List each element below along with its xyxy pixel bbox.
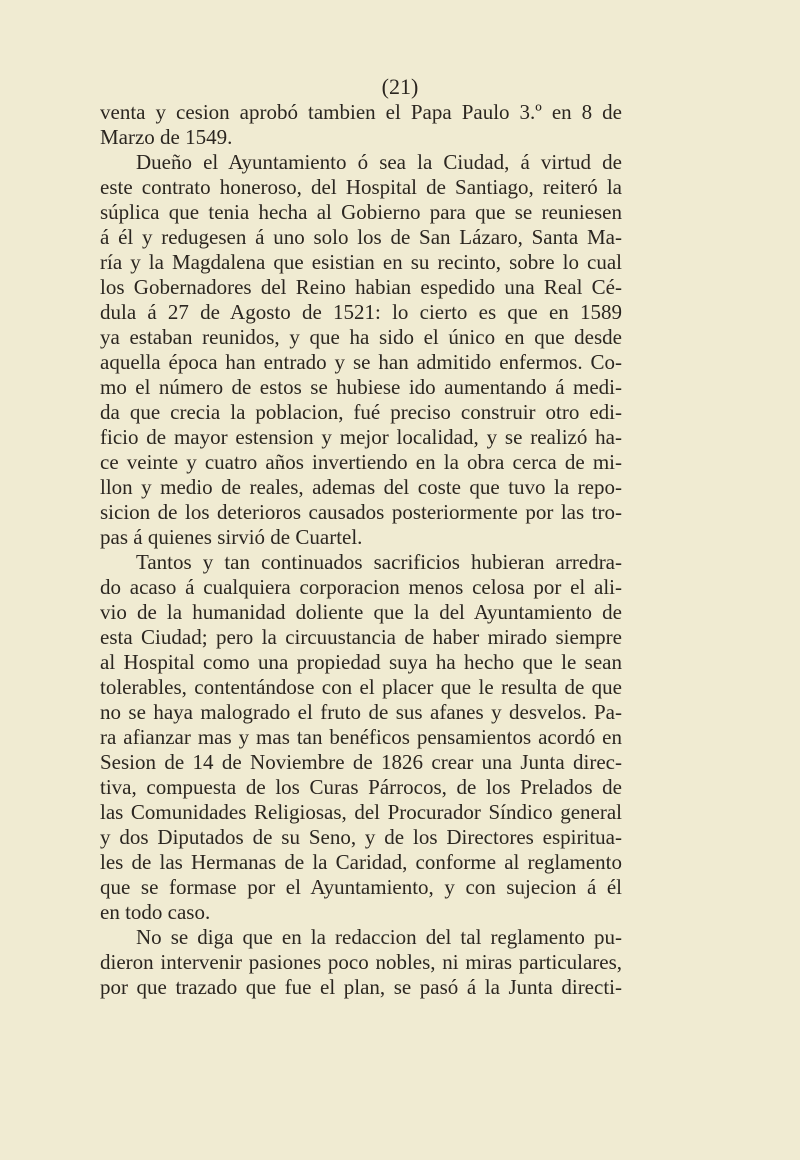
text-line: venta y cesion aprobó tambien el Papa Paulo 3.º en 8 de <box>100 100 622 124</box>
text-line: dieron intervenir pasiones poco nobles, ni miras particulares, <box>100 950 622 974</box>
text-line-row <box>100 375 622 400</box>
text-line: pas á quienes sirvió de Cuartel. <box>100 525 363 549</box>
text-line-row <box>100 150 622 175</box>
text-line: ra afianzar mas y mas tan benéficos pensamientos acordó en <box>100 725 622 749</box>
text-line: ya estaban reunidos, y que ha sido el único en que desde <box>100 325 622 349</box>
text-line-row <box>100 700 622 725</box>
text-line: por que trazado que fue el plan, se pasó á la Junta directi- <box>100 975 622 999</box>
text-line: tiva, compuesta de los Curas Párrocos, de los Prelados de <box>100 775 622 799</box>
text-line-row <box>100 925 622 950</box>
text-line-row <box>100 625 622 650</box>
text-line: llon y medio de reales, ademas del coste que tuvo la repo- <box>100 475 622 499</box>
text-line-row <box>100 350 622 375</box>
text-line: ce veinte y cuatro años invertiendo en la obra cerca de mi- <box>100 450 622 474</box>
text-line-row <box>100 950 622 975</box>
page-number: (21) <box>381 74 419 99</box>
text-line-row <box>100 100 622 125</box>
text-line-row <box>100 975 622 1000</box>
text-line: Marzo de 1549. <box>100 125 233 149</box>
text-line-row <box>100 425 622 450</box>
text-line: aquella época han entrado y se han admitido enfermos. Co- <box>100 350 622 374</box>
text-line: no se haya malogrado el fruto de sus afanes y desvelos. Pa- <box>100 700 622 724</box>
text-line: da que crecia la poblacion, fué preciso construir otro edi- <box>100 400 622 424</box>
body-text <box>100 100 622 1000</box>
text-line-row <box>100 175 622 200</box>
text-line-row <box>100 475 622 500</box>
text-line: do acaso á cualquiera corporacion menos celosa por el ali- <box>100 575 622 599</box>
text-line-row <box>100 525 622 550</box>
text-line-row <box>100 125 622 150</box>
text-line-row <box>100 875 622 900</box>
text-line-row <box>100 550 622 575</box>
text-line: mo el número de estos se hubiese ido aumentando á medi- <box>100 375 622 399</box>
text-line: las Comunidades Religiosas, del Procurador Síndico general <box>100 800 622 824</box>
text-line-row <box>100 400 622 425</box>
text-line: Dueño el Ayuntamiento ó sea la Ciudad, á virtud de <box>136 150 622 174</box>
text-line: ficio de mayor estension y mejor localidad, y se realizó ha- <box>100 425 622 449</box>
text-line: al Hospital como una propiedad suya ha hecho que le sean <box>100 650 622 674</box>
text-line: les de las Hermanas de la Caridad, conforme al reglamento <box>100 850 622 874</box>
text-line: No se diga que en la redaccion del tal reglamento pu- <box>136 925 622 949</box>
text-line: Tantos y tan continuados sacrificios hubieran arredra- <box>136 550 622 574</box>
text-line: á él y redugesen á uno solo los de San Lázaro, Santa Ma- <box>100 225 622 249</box>
text-line: súplica que tenia hecha al Gobierno para que se reuniesen <box>100 200 622 224</box>
text-line-row <box>100 825 622 850</box>
text-line: vio de la humanidad doliente que la del Ayuntamiento de <box>100 600 622 624</box>
text-line-row <box>100 450 622 475</box>
text-line-row <box>100 850 622 875</box>
text-line-row <box>100 325 622 350</box>
text-line: dula á 27 de Agosto de 1521: lo cierto es que en 1589 <box>100 300 622 324</box>
text-line: esta Ciudad; pero la circuustancia de haber mirado siempre <box>100 625 622 649</box>
text-line-row <box>100 750 622 775</box>
text-line-row <box>100 250 622 275</box>
text-line: y dos Diputados de su Seno, y de los Directores espiritua- <box>100 825 622 849</box>
text-line: que se formase por el Ayuntamiento, y con sujecion á él <box>100 875 622 899</box>
text-line-row <box>100 725 622 750</box>
text-line-row <box>100 650 622 675</box>
text-line-row <box>100 300 622 325</box>
text-line: sicion de los deterioros causados posteriormente por las tro- <box>100 500 622 524</box>
text-line: Sesion de 14 de Noviembre de 1826 crear una Junta direc- <box>100 750 622 774</box>
text-line: este contrato honeroso, del Hospital de Santiago, reiteró la <box>100 175 622 199</box>
text-line-row <box>100 775 622 800</box>
text-line-row <box>100 900 622 925</box>
text-line-row <box>100 600 622 625</box>
text-line-row <box>100 575 622 600</box>
text-line: tolerables, contentándose con el placer que le resulta de que <box>100 675 622 699</box>
text-line-row <box>100 275 622 300</box>
text-line-row <box>100 200 622 225</box>
text-line: ría y la Magdalena que esistian en su recinto, sobre lo cual <box>100 250 622 274</box>
text-line-row <box>100 225 622 250</box>
text-line-row <box>100 800 622 825</box>
text-line: los Gobernadores del Reino habian espedido una Real Cé- <box>100 275 622 299</box>
text-line-row <box>100 675 622 700</box>
text-line: en todo caso. <box>100 900 211 924</box>
text-line-row <box>100 500 622 525</box>
